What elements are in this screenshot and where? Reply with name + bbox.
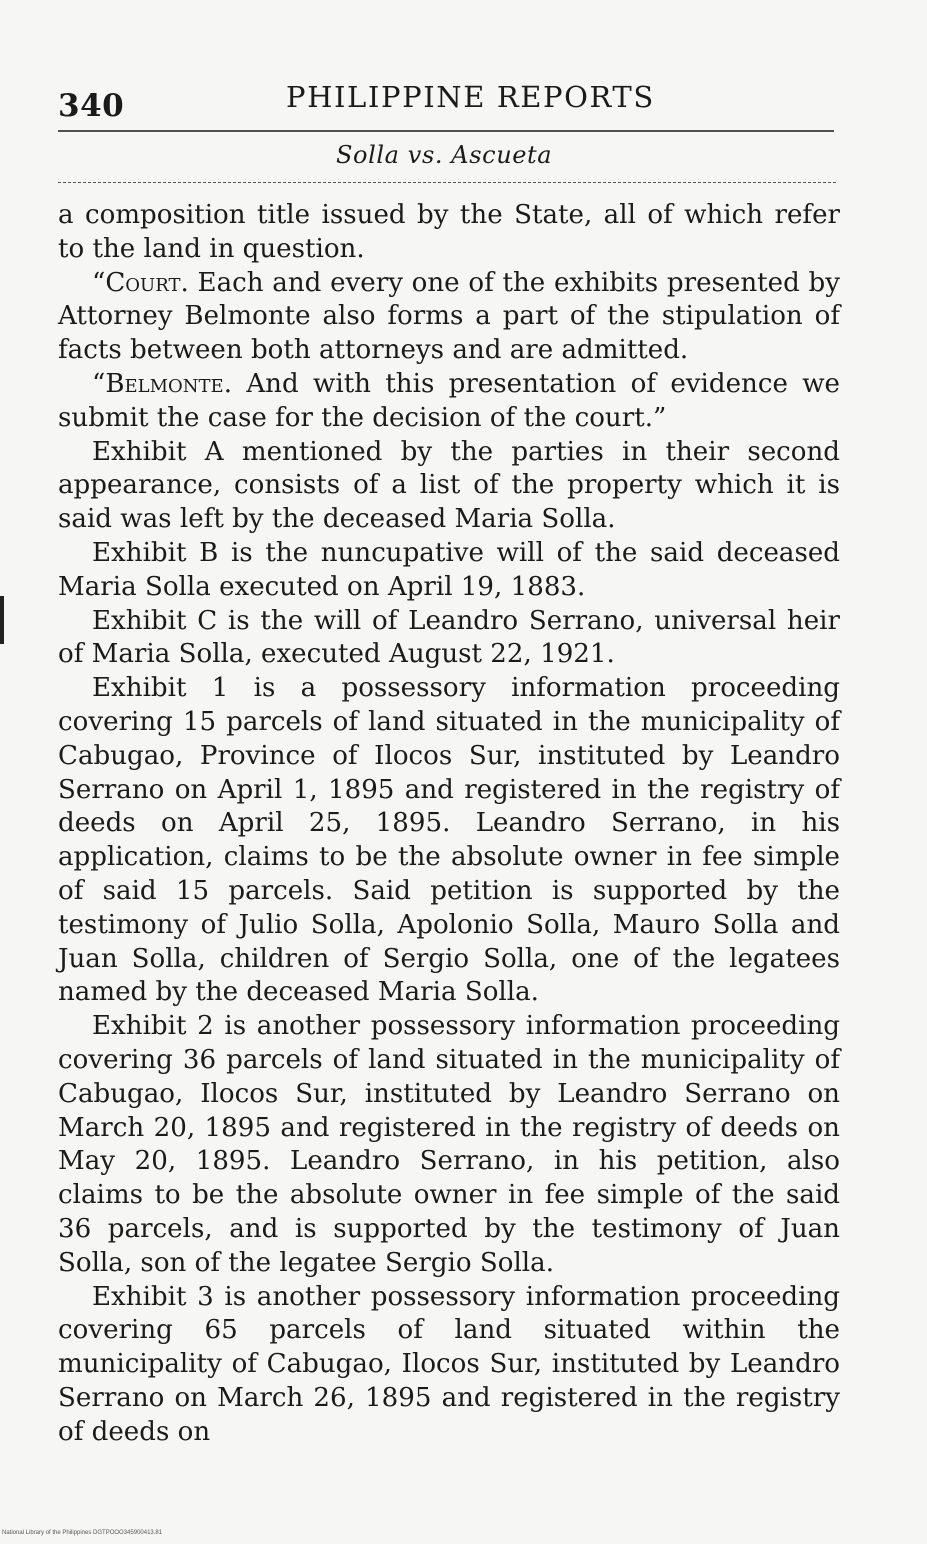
header-rule: [58, 130, 834, 132]
paragraph-exhibit-c: Exhibit C is the will of Leandro Serrano, universal heir of Maria Solla, executed August 22, 1921.: [58, 605, 840, 670]
page-header: [58, 80, 836, 130]
paragraph-exhibit-a: Exhibit A mentioned by the parties in their second appearance, consists of a list of the property which it is said was left by the deceased Maria Solla.: [58, 436, 840, 535]
page-number: 340: [58, 88, 125, 124]
body-text: [58, 199, 840, 1449]
paragraph-belmonte-statement: [58, 368, 840, 436]
paragraph-exhibit-1: Exhibit 1 is a possessory information proceeding covering 15 parcels of land situated in the municipality of Cabugao, Province of Ilocos Sur, instituted by Leandro Serrano on April 1, 1895 and registered in the registry of deeds on April 25, 1895. Leandro Serrano, in his application, claims to be the absolute owner in fee simple of said 15 parcels. Said petition is supported by the testimony of Julio Solla, Apolonio Solla, Mauro Solla and Juan Solla, children of Sergio Solla, one of the legatees named by the deceased Maria Solla.: [58, 673, 840, 1008]
case-title-rule: [58, 182, 836, 183]
paragraph-court-statement: [58, 267, 840, 368]
paragraph-continuation: a composition title issued by the State, all of which refer to the land in question.: [58, 200, 840, 264]
belmonte-statement-text: And with this presentation of evidence we submit the case for the decision of the court.”: [58, 368, 840, 433]
court-statement-text: Each and every one of the exhibits presented by Attorney Belmonte also forms a part of the stipulation of facts between both attorneys and are admitted.: [58, 267, 840, 366]
paragraph-exhibit-b: Exhibit B is the nuncupative will of the said deceased Maria Solla executed on April 19, 1883.: [58, 537, 840, 602]
paragraph-exhibit-2: Exhibit 2 is another possessory information proceeding covering 36 parcels of land situated in the municipality of Cabugao, Ilocos Sur, instituted by Leandro Serrano on March 20, 1895 and registered in the registry of deeds on May 20, 1895. Leandro Serrano, in his petition, also claims to be the absolute owner in fee simple of the said 36 parcels, and is supported by the testimony of Juan Solla, son of the legatee Sergio Solla.: [58, 1011, 840, 1278]
case-title: Solla vs. Ascueta: [336, 141, 553, 169]
scan-edge-mark: [0, 596, 4, 644]
running-title: PHILIPPINE REPORTS: [286, 80, 655, 114]
paragraph-exhibit-3: Exhibit 3 is another possessory information proceeding covering 65 parcels of land situated within the municipality of Cabugao, Ilocos Sur, instituted by Leandro Serrano on March 26, 1895 and registered in the registry of deeds on: [58, 1281, 840, 1447]
speaker-court: “Court.: [92, 267, 189, 298]
speaker-belmonte: “Belmonte.: [92, 368, 232, 399]
scan-credit: National Library of the Philippines DGTPOOO345900413.81: [2, 1530, 163, 1536]
